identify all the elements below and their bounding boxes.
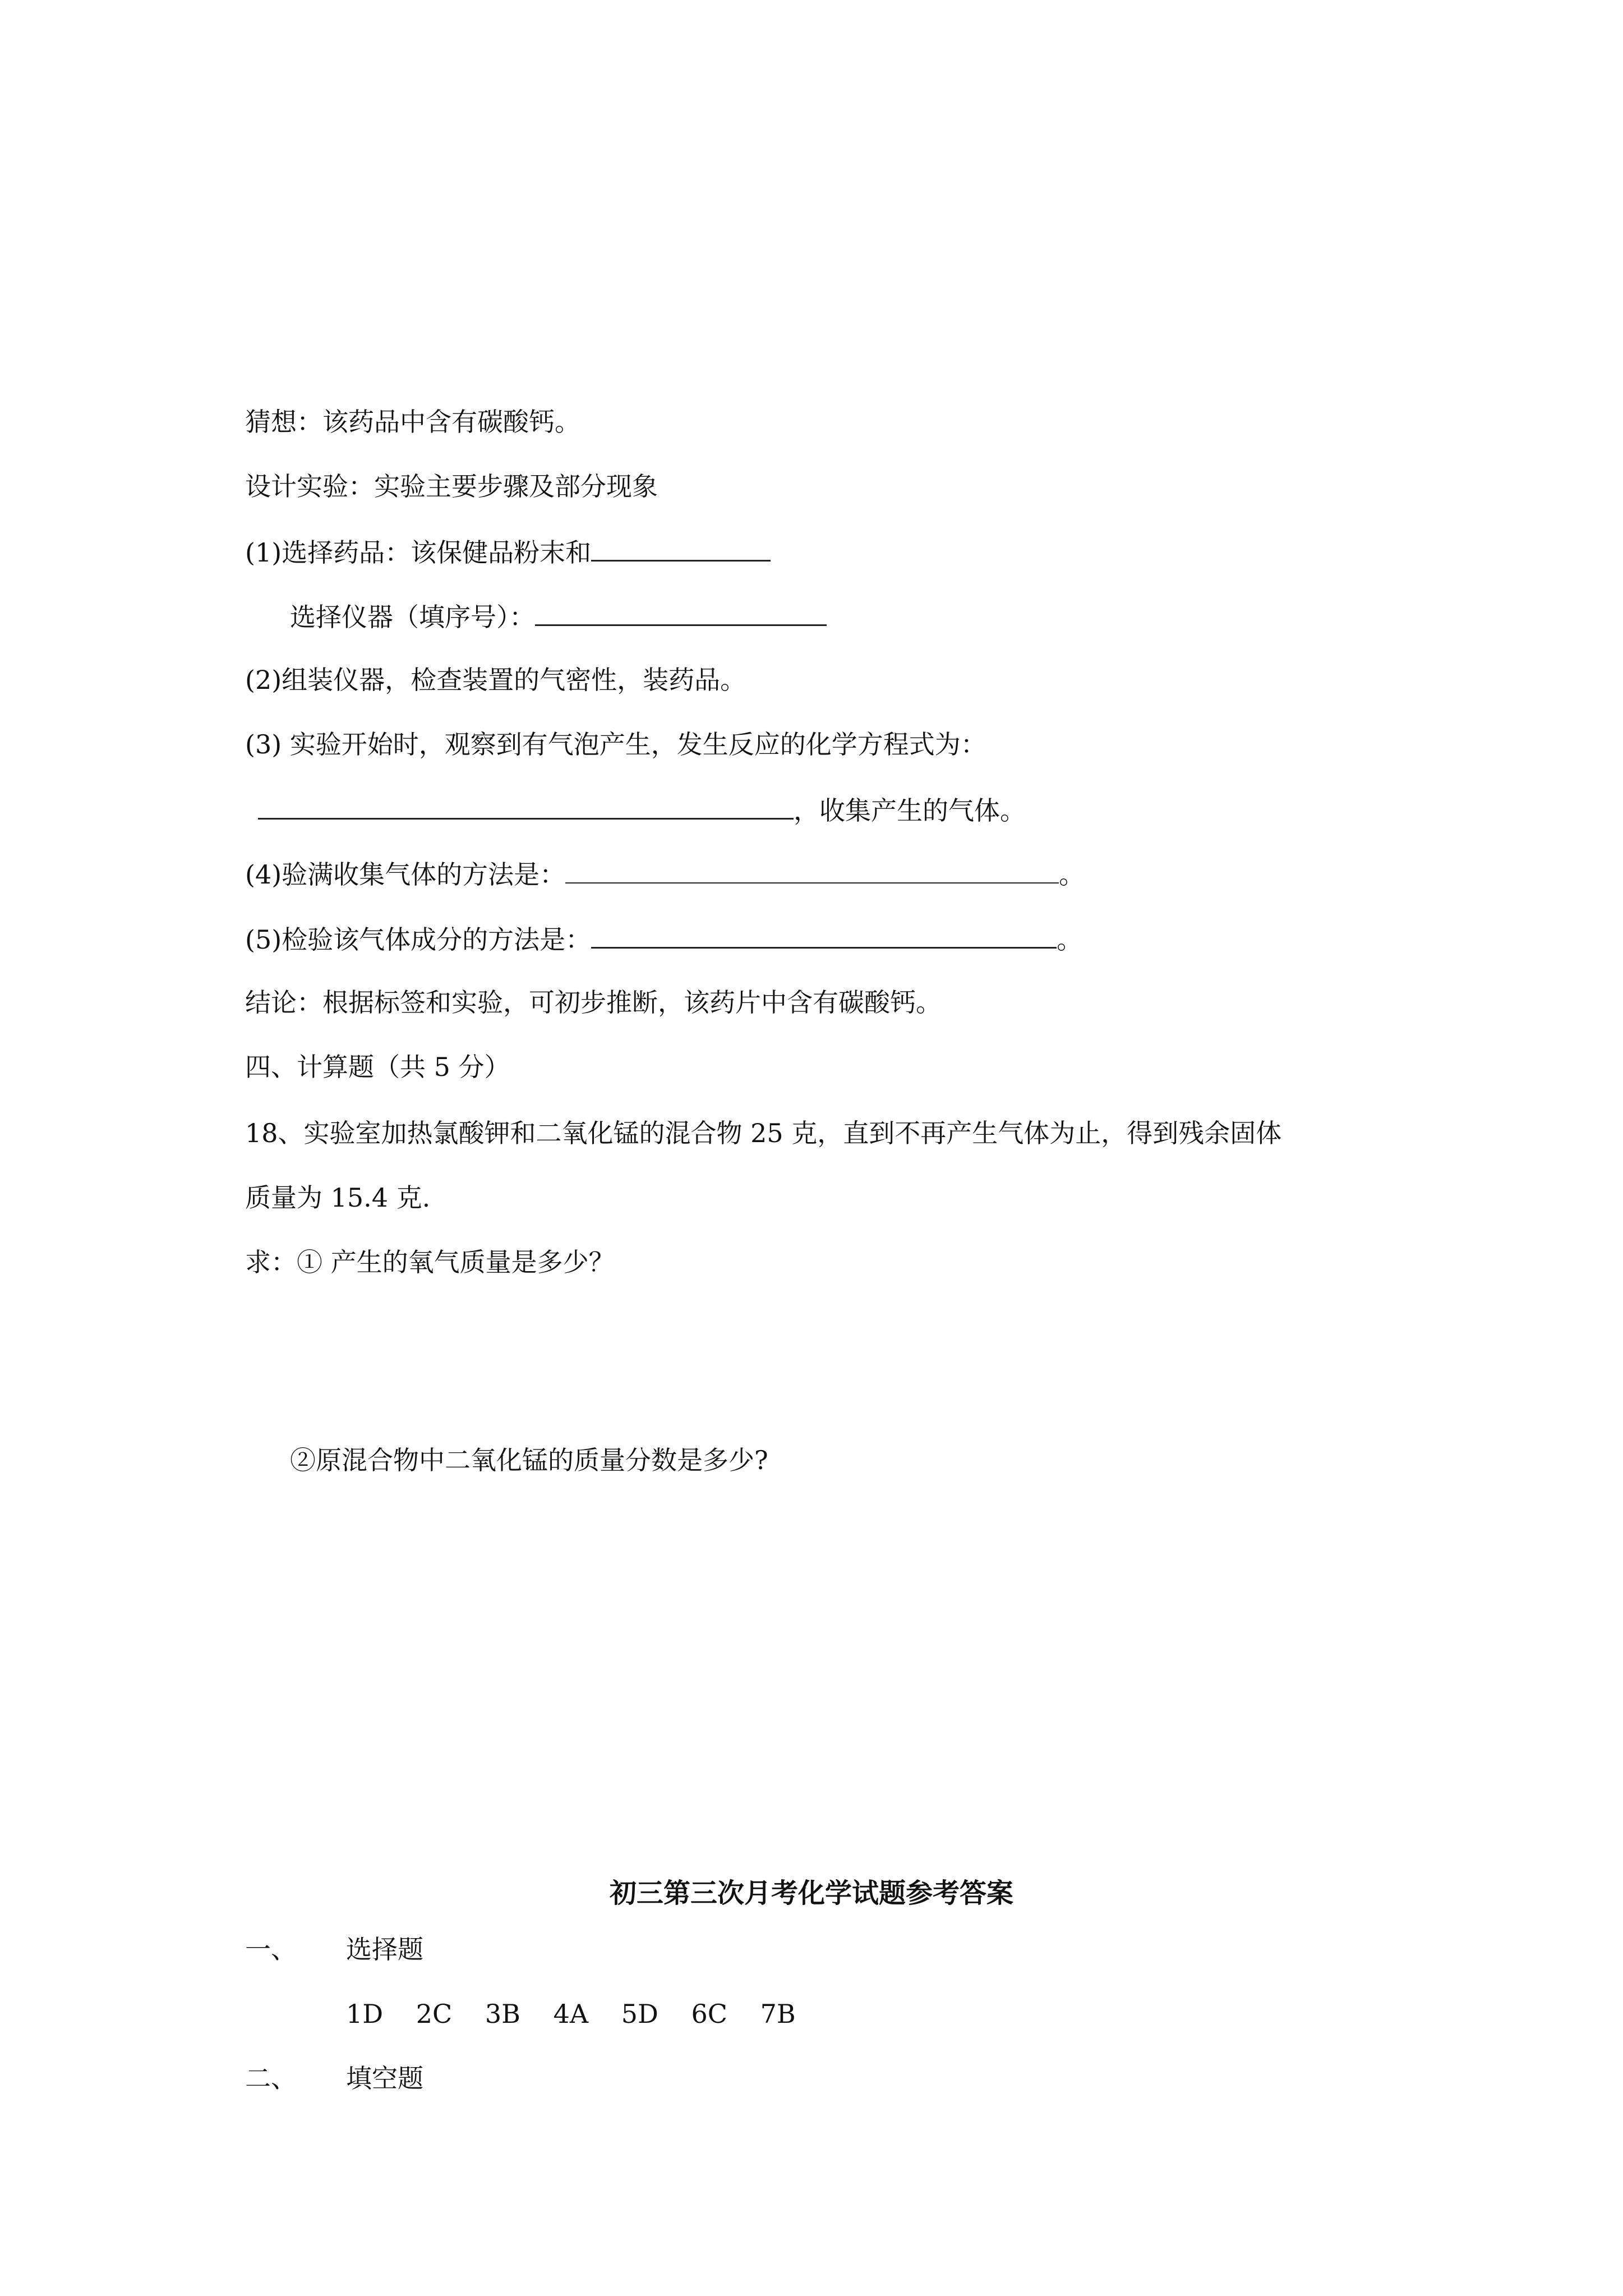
- answer-section-2-number: 二、: [245, 2063, 297, 2093]
- answer-key-title: 初三第三次月考化学试题参考答案: [609, 1878, 1013, 1909]
- answer-section-2-label: 填空题: [346, 2063, 423, 2093]
- step5-line: [245, 921, 1082, 956]
- step1-reagent-blank[interactable]: [591, 534, 771, 562]
- step3-suffix: ，收集产生的气体。: [794, 795, 1026, 826]
- section4-heading: 四、计算题（共 5 分）: [245, 1052, 510, 1082]
- step3-equation-blank[interactable]: [258, 792, 794, 820]
- step5-suffix: 。: [1057, 924, 1083, 955]
- step4-suffix: 。: [1059, 859, 1085, 890]
- conjecture-text: 猜想：该药品中含有碳酸钙。: [245, 407, 580, 437]
- step1-instruments-blank[interactable]: [535, 599, 827, 626]
- step5-label: (5)检验该气体成分的方法是：: [245, 924, 592, 955]
- question18-line2: 质量为 15.4 克.: [245, 1182, 431, 1213]
- choice-answer: 1D: [346, 1999, 384, 2029]
- step3-text: (3) 实验开始时，观察到有气泡产生，发生反应的化学方程式为：: [245, 729, 986, 760]
- choice-answer: 5D: [621, 1999, 658, 2029]
- step4-blank[interactable]: [565, 857, 1059, 884]
- choice-answer: 2C: [416, 1999, 453, 2029]
- step4-line: [245, 857, 1085, 891]
- question18-ask1: 求：① 产生的氧气质量是多少？: [245, 1247, 615, 1277]
- choice-answer: 7B: [760, 1999, 796, 2029]
- step1-instruments-line: [290, 599, 827, 634]
- answer-section-2: [245, 2062, 423, 2095]
- choice-answer: 6C: [691, 1999, 727, 2029]
- step5-blank[interactable]: [591, 921, 1057, 949]
- choice-answer: 4A: [553, 1999, 589, 2029]
- choice-answer: 3B: [485, 1999, 520, 2029]
- answer-section-1-number: 一、: [245, 1934, 297, 1964]
- step1-instruments-label: 选择仪器（填序号）：: [290, 602, 535, 632]
- answer-section-1: [245, 1932, 423, 1966]
- choice-answers-row: [346, 1997, 820, 2031]
- step2-text: (2)组装仪器，检查装置的气密性，装药品。: [245, 665, 746, 695]
- design-text: 设计实验：实验主要步骤及部分现象: [245, 471, 658, 501]
- step4-label: (4)验满收集气体的方法是：: [245, 859, 566, 890]
- question18-ask2: ②原混合物中二氧化锰的质量分数是多少?: [290, 1445, 768, 1475]
- step3-equation-line: [258, 792, 1026, 827]
- conclusion-text: 结论：根据标签和实验，可初步推断，该药片中含有碳酸钙。: [245, 987, 942, 1018]
- step1-line: [245, 534, 771, 569]
- step1-label: (1)选择药品：该保健品粉末和: [245, 537, 592, 568]
- question18-line1: 18、实验室加热氯酸钾和二氧化锰的混合物 25 克，直到不再产生气体为止，得到残余固体: [245, 1118, 1282, 1148]
- answer-section-1-label: 选择题: [346, 1934, 423, 1964]
